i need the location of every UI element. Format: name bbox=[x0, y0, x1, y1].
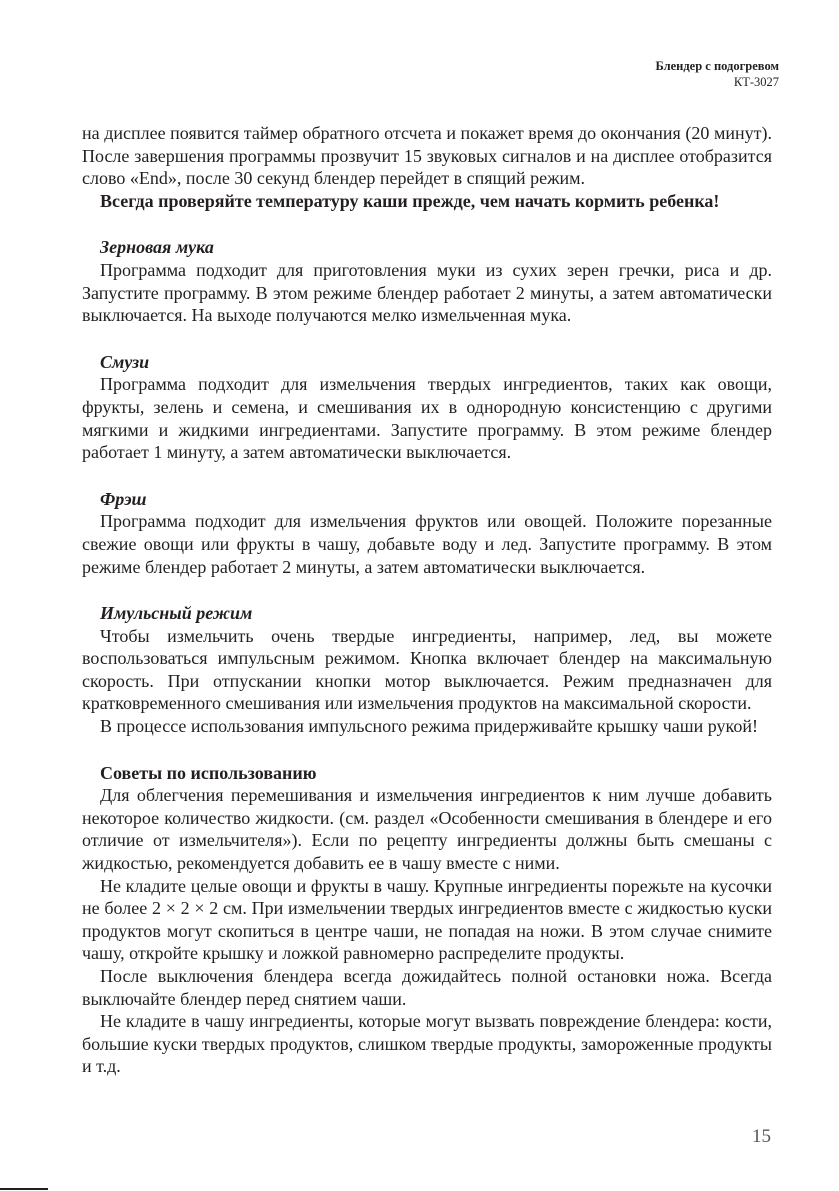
section-paragraph: После выключения блендера всегда дожидайтесь полной остановки ножа. Всегда выключайте блендер перед снятием чаши. bbox=[82, 966, 772, 1009]
section-paragraph: Программа подходит для измельчения твердых ингредиентов, таких как овощи, фрукты, зелень и семена, и смешивания их в однородную консистенцию с другими мягкими и жидкими ингредиентами. Запустите программу. В этом режиме блендер работает 1 минуту, а затем автоматически выключается. bbox=[82, 374, 772, 463]
section-paragraph: Не кладите целые овощи и фрукты в чашу. Крупные ингредиенты порежьте на кусочки не более 2 × 2 × 2 см. При измельчении твердых ингредиентов вместе с жидкостью куски продуктов могут скопиться в центре чаши, не попадая на ножи. В этом случае снимите чашу, откройте крышку и ложкой равномерно распределите продукты. bbox=[82, 875, 772, 964]
warning-paragraph: Всегда проверяйте температуру каши прежде, чем начать кормить ребенка! bbox=[100, 190, 720, 211]
section-paragraph: Не кладите в чашу ингредиенты, которые могут вызвать повреждение блендера: кости, большие куски твердых продуктов, слишком твердые продукты, замороженные продукты и т.д. bbox=[82, 1011, 772, 1077]
section-paragraph: Чтобы измельчить очень твердые ингредиенты, например, лед, вы можете воспользоваться импульсным режимом. Кнопка включает блендер на максимальную скорость. При отпускании кнопки мотор выключается. Режим предназначен для кратковременного смешивания или измельчения продуктов на максимальной скорости. bbox=[82, 625, 772, 714]
bottom-rule bbox=[0, 1188, 48, 1190]
section-heading-smoothie: Смузи bbox=[100, 351, 150, 372]
product-model: КТ-3027 bbox=[733, 75, 779, 89]
section-paragraph: Для облегчения перемешивания и измельчения ингредиентов к ним лучше добавить некоторое количество жидкости. (см. раздел «Особенности смешивания в блендере и его отличие от измельчителя»). Если по рецепту ингредиенты должны быть смешаны с жидкостью, рекомендуется добавить ее в чашу вместе с ними. bbox=[82, 785, 772, 874]
section-heading-usage-tips: Советы по использованию bbox=[100, 762, 317, 783]
running-header bbox=[655, 58, 779, 90]
section-paragraph: В процессе использования импульсного режима придерживайте крышку чаши рукой! bbox=[100, 716, 759, 737]
section-heading-fresh: Фрэш bbox=[100, 488, 147, 509]
page-content bbox=[82, 122, 772, 1078]
section-paragraph: Программа подходит для приготовления муки из сухих зерен гречки, риса и др. Запустите программу. В этом режиме блендер работает 2 минуты, а затем автоматически выключается. На выходе получаются мелко измельченная мука. bbox=[82, 259, 772, 326]
page-number: 15 bbox=[752, 1126, 771, 1147]
section-heading-pulse-mode: Имульсный режим bbox=[100, 603, 253, 624]
section-heading-grain-flour: Зерновая мука bbox=[100, 237, 214, 258]
product-title: Блендер с подогревом bbox=[655, 59, 779, 73]
intro-paragraph: на дисплее появится таймер обратного отсчета и покажет время до окончания (20 минут). После завершения программы прозвучит 15 звуковых сигналов и на дисплее отобразится слово «End», после 30 секунд блендер перейдет в спящий режим. bbox=[82, 123, 772, 189]
section-paragraph: Программа подходит для измельчения фруктов или овощей. Положите порезанные свежие овощи или фрукты в чашу, добавьте воду и лед. Запустите программу. В этом режиме блендер работает 2 минуты, а затем автоматически выключается. bbox=[82, 511, 772, 577]
